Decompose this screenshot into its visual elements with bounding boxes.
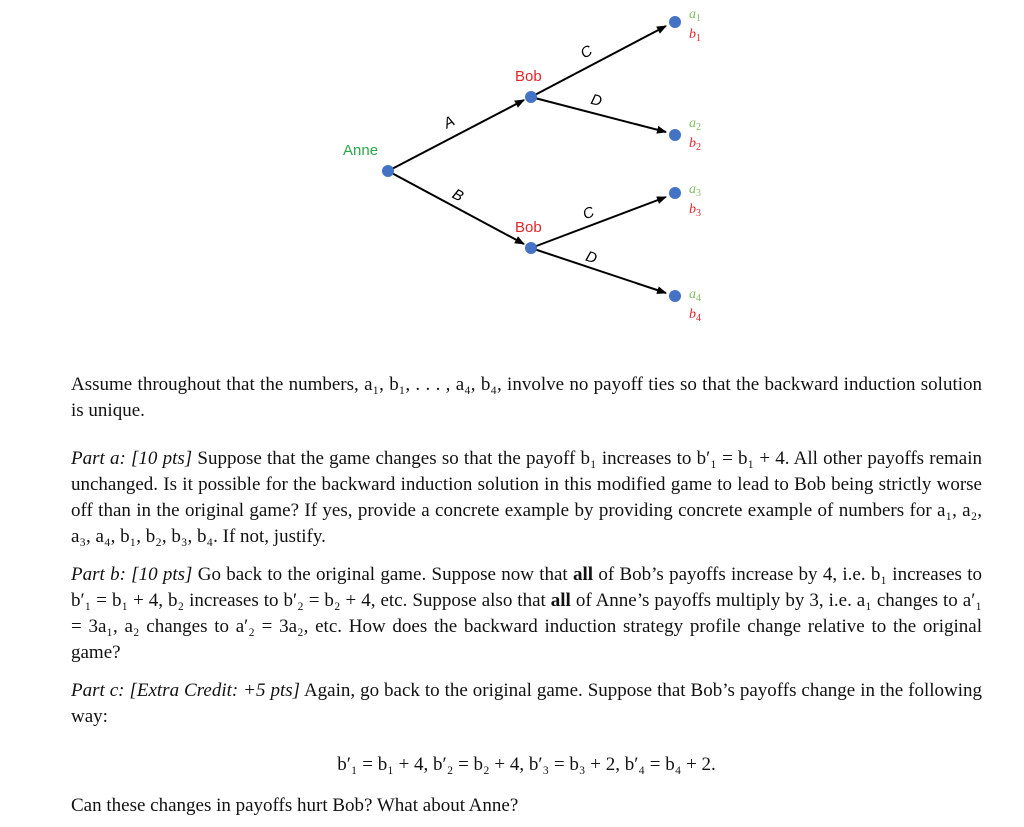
- edge-anne-a: [388, 100, 524, 171]
- svg-text:a4: $a_4$: [689, 287, 701, 304]
- edge-label-d-upper: D: [588, 91, 604, 111]
- node-bob-lower: [525, 242, 537, 254]
- closing-question: Can these changes in payoffs hurt Bob? What about Anne?: [71, 795, 519, 816]
- svg-text:a2: $a_2$: [689, 116, 701, 133]
- player-label-anne: Anne: [343, 142, 379, 159]
- part-c-text: Again, go back to the original game. Suppose that Bob’s payoffs change in the following way:: [71, 680, 982, 727]
- svg-text:b1: $b_1$: [689, 27, 701, 44]
- svg-text:b2: $b_2$: [689, 136, 701, 153]
- payoff-2: [689, 116, 701, 153]
- part-c-paragraph: [71, 678, 982, 730]
- edge-label-b: B: [449, 185, 467, 206]
- terminal-node-1: [669, 16, 681, 28]
- player-label-bob-upper: Bob: [515, 68, 542, 85]
- edge-anne-b: [388, 171, 524, 244]
- part-a-text: Suppose that the game changes so that the payoff b₁ increases to b′₁ = b₁ + 4. All other payoffs remain unchanged. Is it possible for the backward induction solution in this modified game to lead to Bob being strictly worse off than in the original game? If yes, provide a concrete example by providing concrete example of numbers for a₁, a₂, a₃, a₄, b₁, b₂, b₃, b₄. If not, justify.: [71, 448, 982, 547]
- intro-paragraph: Assume throughout that the numbers, a₁, b₁, . . . , a₄, b₄, involve no payoff ties so that the backward induction solution is unique.: [71, 374, 982, 421]
- terminal-node-3: [669, 187, 681, 199]
- player-label-bob-lower: Bob: [515, 219, 542, 236]
- terminal-node-4: [669, 290, 681, 302]
- payoff-1: [689, 7, 701, 44]
- part-c-equation: b′₁ = b₁ + 4, b′₂ = b₂ + 4, b′₃ = b₃ + 2, b′₄ = b₄ + 2.: [337, 754, 716, 775]
- svg-text:a1: $a_1$: [689, 7, 701, 24]
- part-a-paragraph: [71, 446, 982, 550]
- game-tree: [0, 0, 1024, 340]
- edge-bob1-c: [531, 26, 666, 97]
- edge-label-c-lower: C: [580, 203, 597, 224]
- svg-text:b4: $b_4$: [689, 307, 701, 324]
- edge-label-c-upper: C: [577, 42, 596, 63]
- svg-text:b3: $b_3$: [689, 202, 701, 219]
- edge-label-d-lower: D: [583, 247, 600, 268]
- part-b-paragraph: Part b: [10 pts] Go back to the original game. Suppose now that all of Bob’s payoffs increase by 4, i.e. b₁ increases to b′₁ = b₁ + 4, b₂ increases to b′₂ = b₂ + 4, etc. Suppose also that all of Anne’s payoffs multiply by 3, i.e. a₁ changes to a′₁ = 3a₁, a₂ changes to a′₂ = 3a₂, etc. How does the backward induction strategy profile change relative to the original game?: [71, 564, 982, 663]
- svg-text:a3: $a_3$: [689, 182, 701, 199]
- edge-bob2-d: [531, 248, 666, 293]
- part-b-label: Part b: [10 pts]: [71, 564, 193, 585]
- payoff-3: [689, 182, 701, 219]
- edge-label-a: A: [440, 112, 458, 133]
- part-a-label: Part a: [10 pts]: [71, 448, 193, 469]
- edge-bob2-c: [531, 197, 666, 248]
- payoff-4: [689, 287, 701, 324]
- node-anne: [382, 165, 394, 177]
- terminal-node-2: [669, 129, 681, 141]
- node-bob-upper: [525, 91, 537, 103]
- part-c-label: Part c: [Extra Credit: +5 pts]: [71, 680, 301, 701]
